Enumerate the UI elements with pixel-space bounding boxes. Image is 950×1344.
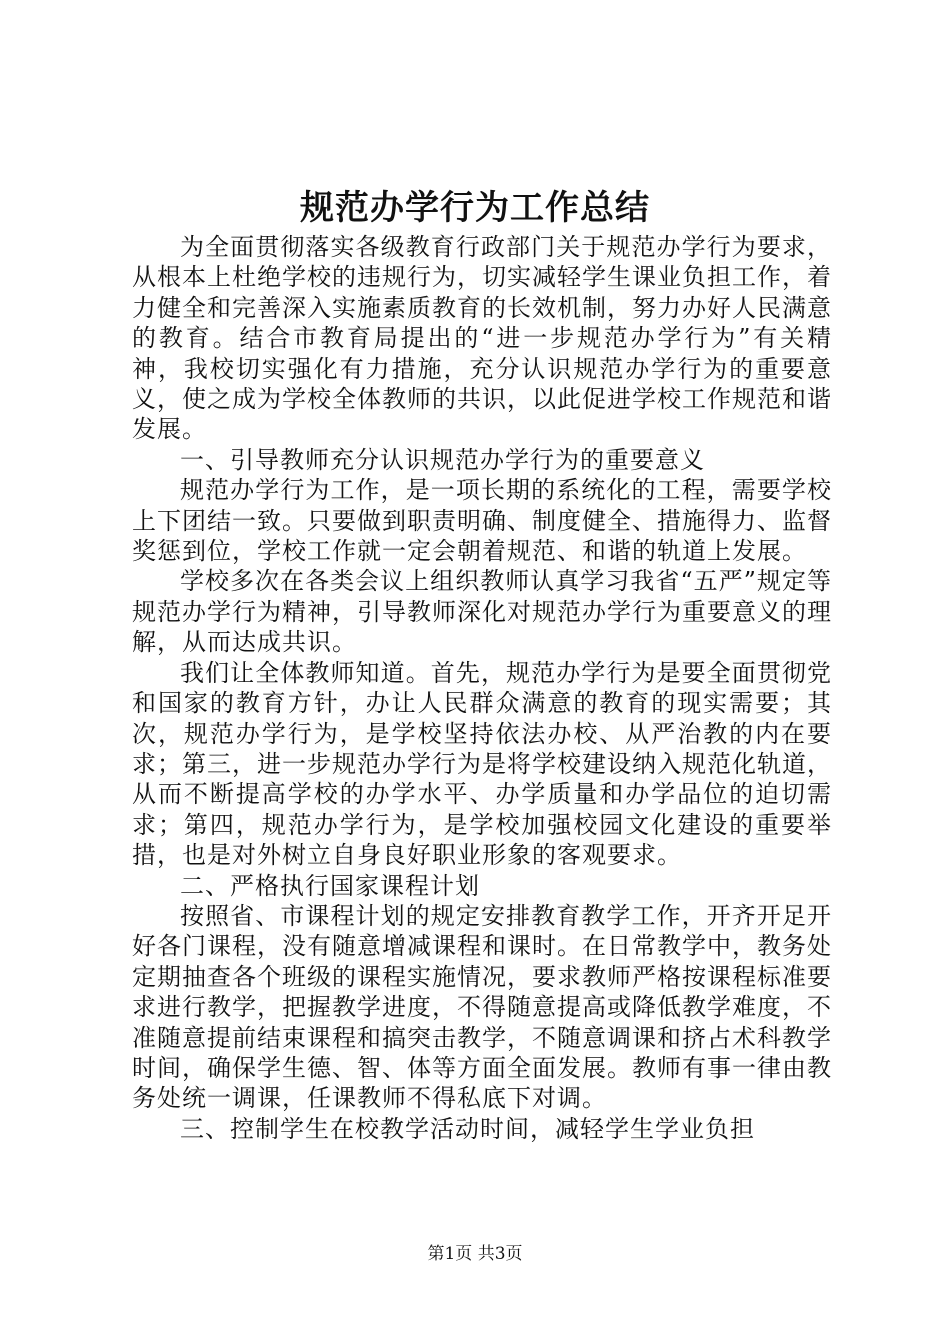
page-number-footer: 第1页 共3页 bbox=[427, 1244, 523, 1264]
body-paragraph: 学校多次在各类会议上组织教师认真学习我省“五严”规定等规范办学行为精神，引导教师深化对规范办学行为重要意义的理解，从而达成共识。 bbox=[132, 567, 832, 657]
section-heading-1: 一、引导教师充分认识规范办学行为的重要意义 bbox=[180, 445, 705, 474]
document-title: 规范办学行为工作总结 bbox=[300, 188, 650, 228]
document-body bbox=[132, 232, 832, 1144]
intro-paragraph: 为全面贯彻落实各级教育行政部门关于规范办学行为要求，从根本上杜绝学校的违规行为，切实减轻学生课业负担工作，着力健全和完善深入实施素质教育的长效机制，努力办好人民满意的教育。结合市教育局提出的“进一步规范办学行为”有关精神，我校切实强化有力措施，充分认识规范办学行为的重要意义，使之成为学校全体教师的共识，以此促进学校工作规范和谐发展。 bbox=[132, 233, 832, 444]
section-heading-2: 二、严格执行国家课程计划 bbox=[180, 871, 480, 900]
body-paragraph: 按照省、市课程计划的规定安排教育教学工作，开齐开足开好各门课程，没有随意增减课程和课时。在日常教学中，教务处定期抽查各个班级的课程实施情况，要求教师严格按课程标准要求进行教学，把握教学进度，不得随意提高或降低教学难度，不准随意提前结束课程和搞突击教学，不随意调课和挤占术科教学时间，确保学生德、智、体等方面全面发展。教师有事一律由教务处统一调课，任课教师不得私底下对调。 bbox=[132, 901, 832, 1113]
body-paragraph: 规范办学行为工作，是一项长期的系统化的工程，需要学校上下团结一致。只要做到职责明确、制度健全、措施得力、监督奖惩到位，学校工作就一定会朝着规范、和谐的轨道上发展。 bbox=[132, 476, 832, 566]
section-heading-3: 三、控制学生在校教学活动时间，减轻学生学业负担 bbox=[180, 1114, 755, 1143]
body-paragraph: 我们让全体教师知道。首先，规范办学行为是要全面贯彻党和国家的教育方针，办让人民群众满意的教育的现实需要；其次，规范办学行为，是学校坚持依法办校、从严治教的内在要求；第三，进一步规范办学行为是将学校建设纳入规范化轨道，从而不断提高学校的办学水平、办学质量和办学品位的迫切需求；第四，规范办学行为，是学校加强校园文化建设的重要举措，也是对外树立自身良好职业形象的客观要求。 bbox=[132, 658, 832, 870]
